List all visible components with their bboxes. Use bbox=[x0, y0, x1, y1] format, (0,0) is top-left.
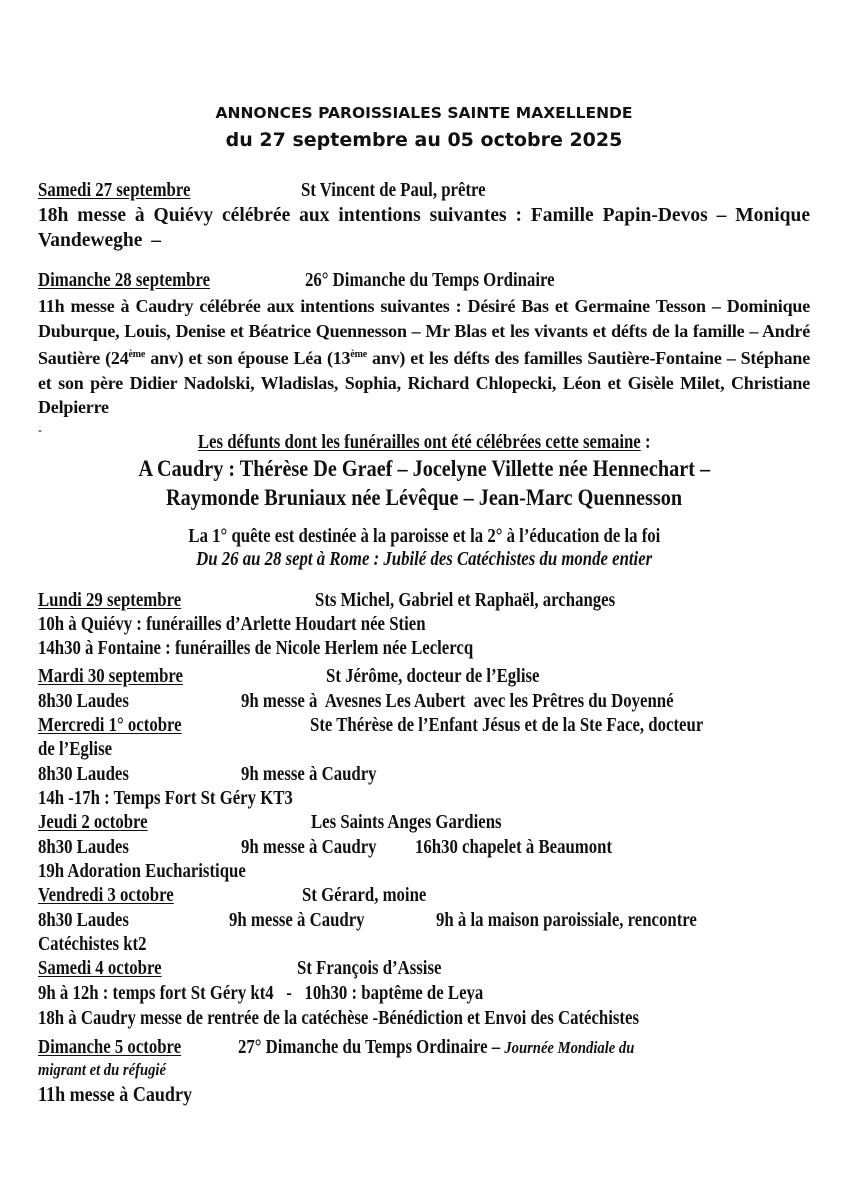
day-label: Vendredi 3 octobre bbox=[38, 885, 174, 906]
saint-of-day: St François d’Assise bbox=[297, 958, 442, 979]
day-heading-tue30 bbox=[38, 665, 540, 689]
event-text-sun28 bbox=[38, 294, 810, 420]
rosary-info: 16h30 chapelet à Beaumont bbox=[415, 837, 613, 858]
superscript: ème bbox=[350, 349, 367, 360]
funerals-names: A Caudry : Thérèse De Graef – Jocelyne Villette née Hennechart – bbox=[138, 456, 710, 482]
funerals-names: Raymonde Bruniaux née Lévêque – Jean-Marc Quennesson bbox=[165, 485, 683, 511]
event-line bbox=[38, 763, 377, 787]
superscript: ème bbox=[128, 349, 146, 360]
day-heading-mon29 bbox=[38, 589, 616, 613]
event-line bbox=[38, 933, 164, 957]
intentions-part: anv) et les défts des familles Sautière-Fontaine – Stéphane et son père Didier Nadolski, Wladislas, Sophia, Richard Chlopecki, Léon et Gisèle Milet, Christiane Delpierre bbox=[38, 348, 810, 417]
event-text: 19h Adoration Eucharistique bbox=[38, 861, 246, 882]
day-note-cont-text: migrant et du réfugié bbox=[38, 1060, 166, 1079]
laudes-time: 8h30 Laudes bbox=[38, 837, 129, 858]
jubilee-notice bbox=[38, 549, 810, 571]
saint-of-day: 26° Dimanche du Temps Ordinaire bbox=[305, 270, 555, 291]
day-label: Jeudi 2 octobre bbox=[38, 812, 148, 833]
intentions-part: 11h messe à Caudry célébrée aux intentions suivantes : Désiré Bas et Germaine Tesson – Dominique Duburque, Louis, Denise et Béatrice Quennesson – Mr Blas et les vivants et défts de la famille – André Sautière (24 bbox=[38, 296, 810, 368]
jubilee-text: Du 26 au 28 sept à Rome : Jubilé des Catéchistes du monde entier bbox=[195, 549, 653, 570]
day-heading-thu2 bbox=[38, 811, 502, 835]
meeting-info: 9h à la maison paroissiale, rencontre bbox=[436, 910, 697, 931]
laudes-time: 8h30 Laudes bbox=[38, 691, 129, 712]
event-text: 10h à Quiévy : funérailles d’Arlette Houdart née Stien bbox=[38, 614, 426, 635]
funerals-heading-colon: : bbox=[640, 432, 651, 453]
mass-info: 9h messe à Caudry bbox=[241, 837, 377, 858]
day-heading-wed1 bbox=[38, 714, 704, 738]
event-text: 14h30 à Fontaine : funérailles de Nicole Herlem née Leclercq bbox=[38, 638, 474, 659]
mass-info: 11h messe à Caudry bbox=[38, 1082, 193, 1106]
saint-of-day-cont: de l’Eglise bbox=[38, 739, 113, 760]
day-heading-sun5 bbox=[38, 1036, 635, 1060]
saint-of-day: 27° Dimanche du Temps Ordinaire – bbox=[238, 1037, 501, 1058]
day-label: Samedi 27 septembre bbox=[38, 180, 191, 201]
bulletin-title: ANNONCES PAROISSIALES SAINTE MAXELLENDE bbox=[215, 104, 633, 122]
mass-info: 9h messe à Caudry bbox=[229, 910, 365, 931]
day-label: Mardi 30 septembre bbox=[38, 666, 184, 687]
mass-info: 9h messe à Caudry bbox=[241, 764, 377, 785]
day-label: Mercredi 1° octobre bbox=[38, 715, 182, 736]
day-label: Dimanche 28 septembre bbox=[38, 270, 211, 291]
event-text: 9h à 12h : temps fort St Géry kt4 - 10h30 : baptême de Leya bbox=[38, 983, 484, 1004]
saint-of-day: St Gérard, moine bbox=[302, 885, 427, 906]
event-line bbox=[38, 836, 613, 860]
event-line bbox=[38, 1007, 737, 1031]
day-heading-sun28 bbox=[38, 269, 555, 293]
event-line bbox=[38, 787, 334, 811]
bulletin-period: du 27 septembre au 05 octobre 2025 bbox=[225, 129, 623, 151]
event-line bbox=[38, 982, 556, 1006]
day-label: Dimanche 5 octobre bbox=[38, 1037, 182, 1058]
collection-text: La 1° quête est destinée à la paroisse et la 2° à l’éducation de la foi bbox=[188, 526, 660, 547]
laudes-time: 8h30 Laudes bbox=[38, 764, 129, 785]
day-note-cont bbox=[38, 1058, 187, 1082]
day-label: Lundi 29 septembre bbox=[38, 590, 182, 611]
event-line bbox=[38, 860, 280, 884]
saint-of-day: Les Saints Anges Gardiens bbox=[311, 812, 502, 833]
collection-notice bbox=[38, 526, 810, 548]
mass-info: 9h messe à Avesnes Les Aubert avec les Prêtres du Doyenné bbox=[241, 691, 674, 712]
event-line bbox=[38, 637, 544, 661]
saint-of-day: St Jérôme, docteur de l’Eglise bbox=[326, 666, 540, 687]
day-note: Journée Mondiale du bbox=[504, 1038, 635, 1057]
separator-dash: - bbox=[38, 423, 42, 437]
event-line bbox=[38, 1082, 217, 1106]
event-line bbox=[38, 690, 674, 714]
funerals-line-2 bbox=[38, 485, 810, 512]
day-label: Samedi 4 octobre bbox=[38, 958, 162, 979]
funerals-heading bbox=[38, 432, 810, 454]
day-heading-sat27 bbox=[38, 179, 486, 203]
event-text-sat27: 18h messe à Quiévy célébrée aux intentions suivantes : Famille Papin-Devos – Monique Vandeweghe – bbox=[38, 205, 810, 251]
event-line bbox=[38, 909, 697, 933]
intentions-part: anv) et son épouse Léa (13 bbox=[145, 348, 351, 368]
saint-of-day: Sts Michel, Gabriel et Raphaël, archanges bbox=[315, 590, 616, 611]
event-text: 14h -17h : Temps Fort St Géry KT3 bbox=[38, 788, 293, 809]
event-line bbox=[38, 613, 489, 637]
meeting-info-cont: Catéchistes kt2 bbox=[38, 934, 147, 955]
saint-of-day: Ste Thérèse de l’Enfant Jésus et de la Ste Face, docteur bbox=[310, 715, 704, 736]
funerals-heading-text: Les défunts dont les funérailles ont été célébrées cette semaine bbox=[197, 432, 641, 453]
laudes-time: 8h30 Laudes bbox=[38, 910, 129, 931]
saint-continued bbox=[38, 738, 124, 762]
saint-of-day: St Vincent de Paul, prêtre bbox=[301, 180, 486, 201]
event-text: 18h à Caudry messe de rentrée de la catéchèse -Bénédiction et Envoi des Catéchistes bbox=[38, 1008, 639, 1029]
day-heading-sat4 bbox=[38, 957, 442, 981]
day-heading-fri3 bbox=[38, 884, 427, 908]
funerals-line-1 bbox=[38, 456, 810, 483]
